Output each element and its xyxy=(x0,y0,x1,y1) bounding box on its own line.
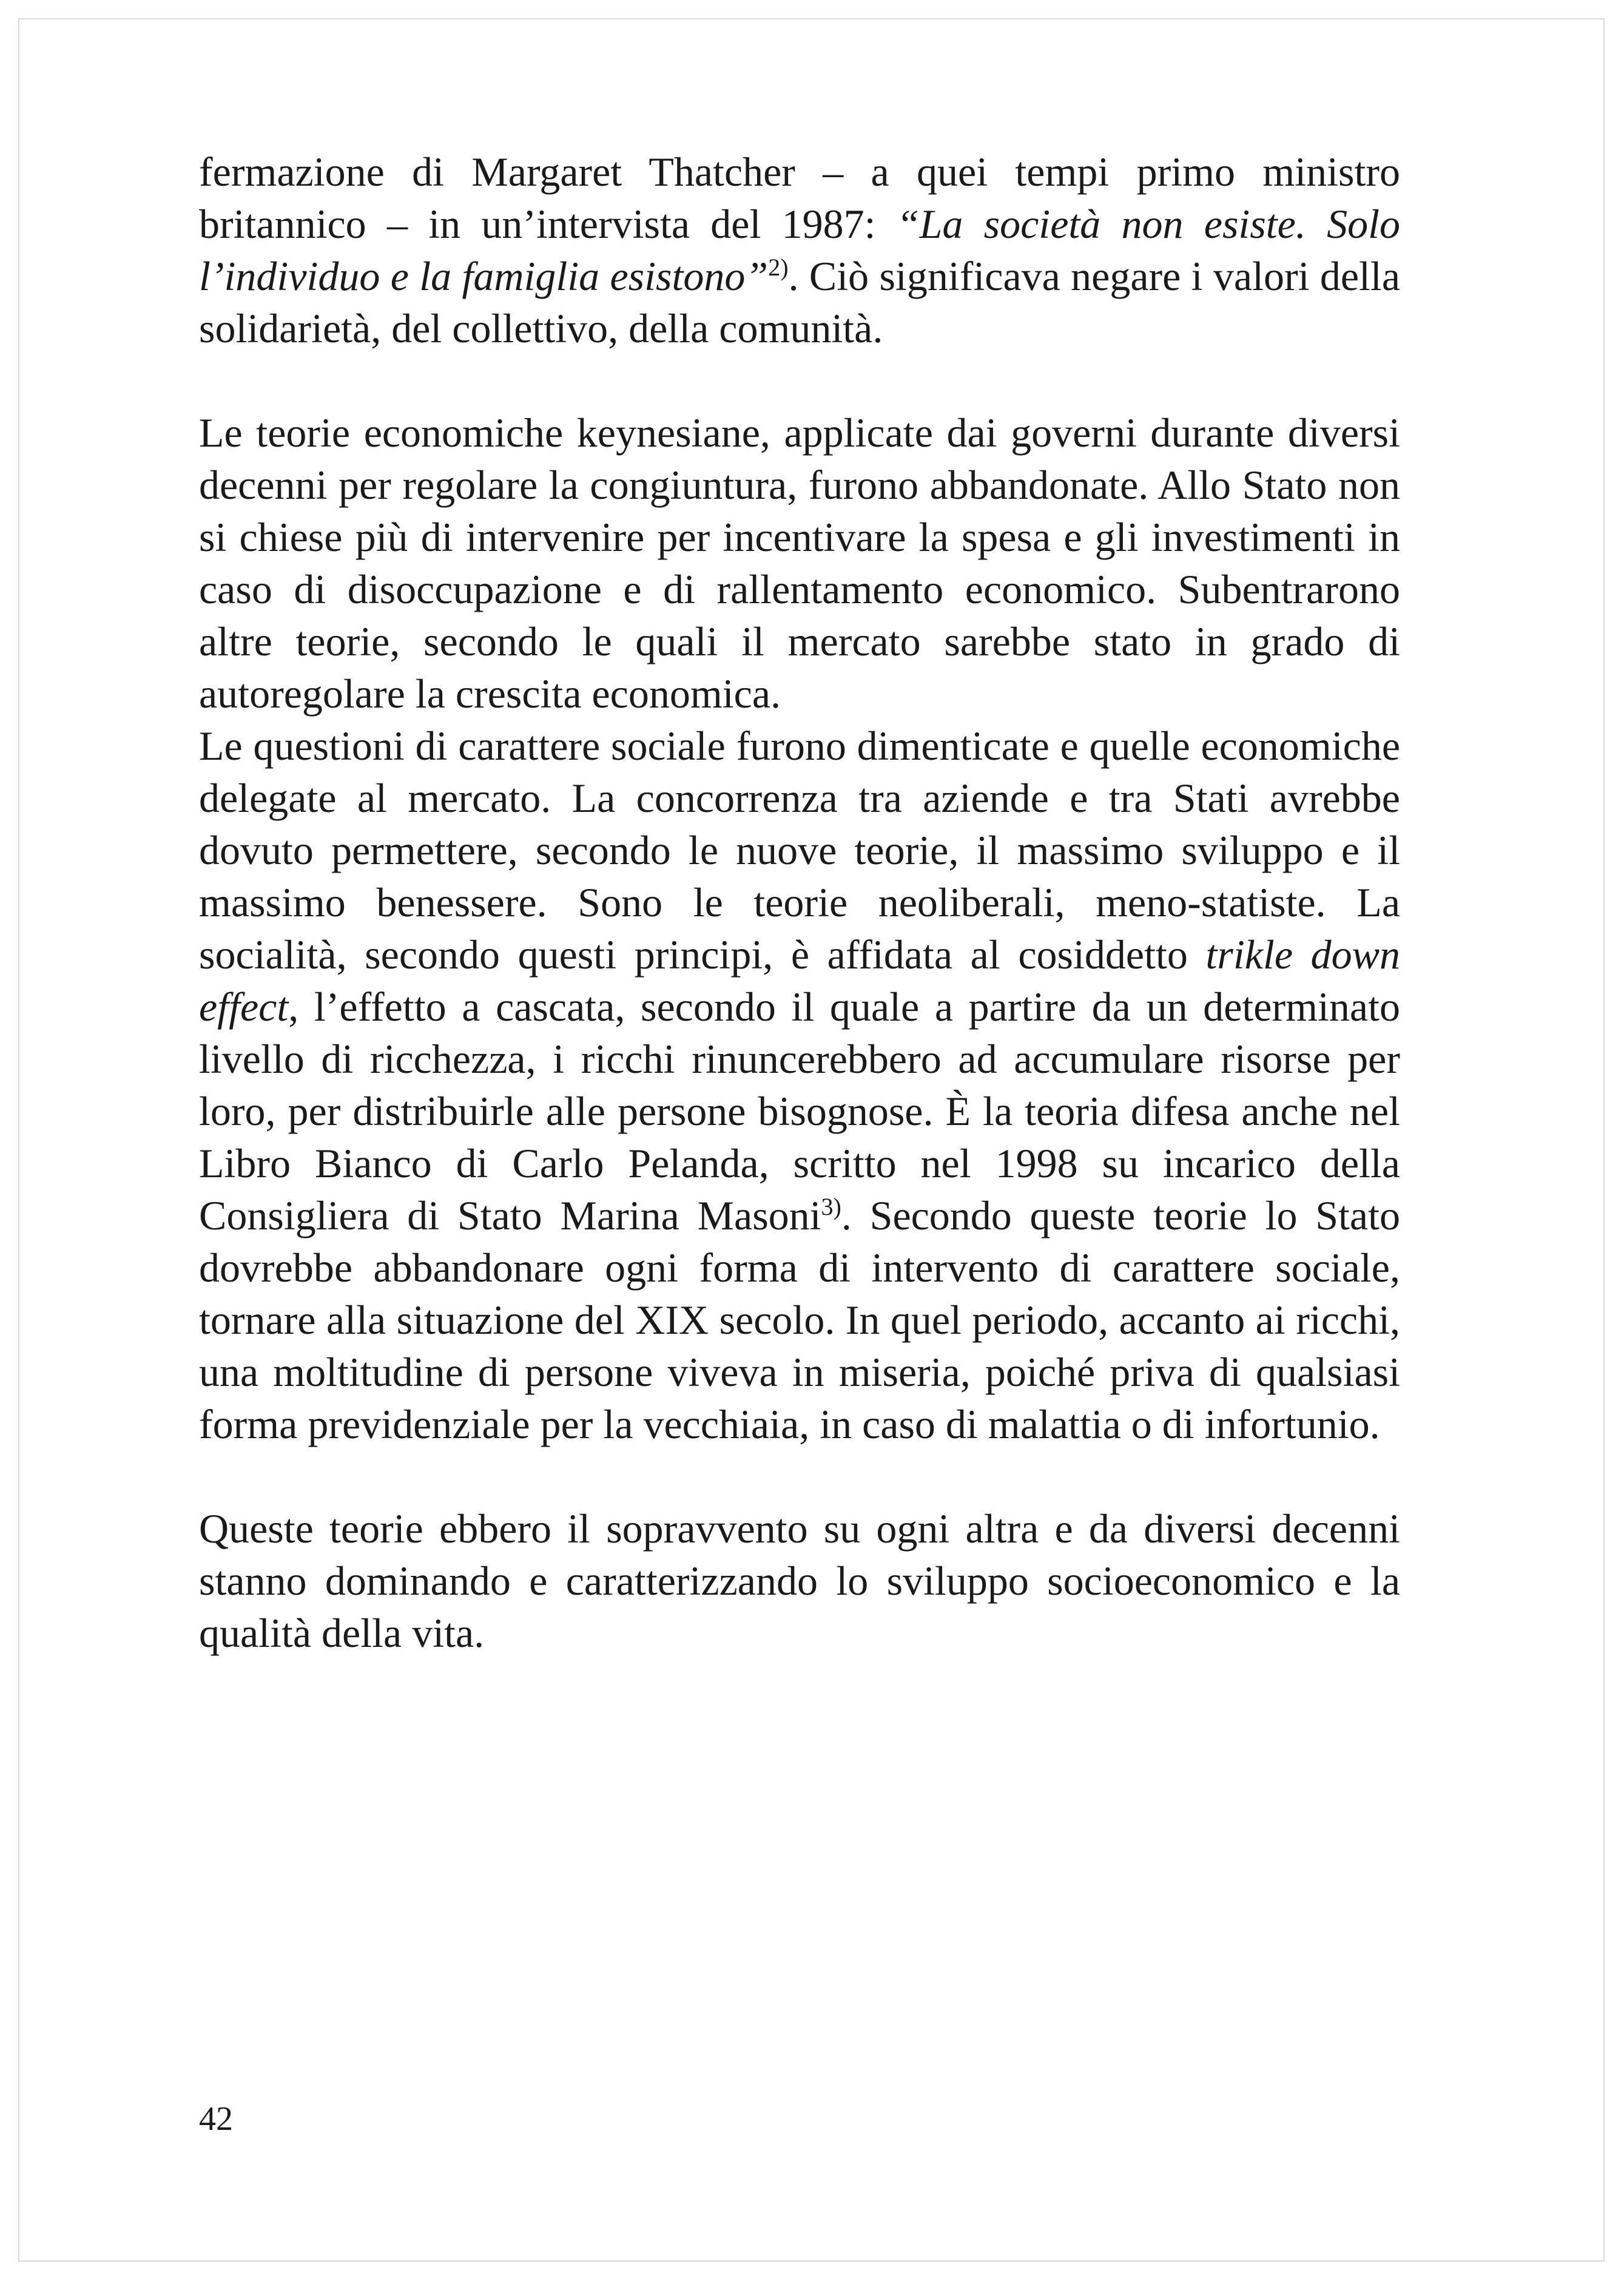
paragraph-3-text-end: . Secondo queste teorie lo Stato dovrebbe abbandonare ogni forma di intervento di carattere sociale, tornare alla situazione del XIX secolo. In quel periodo, accanto ai ricchi, una moltitudine di persone viveva in miseria, poiché priva di qualsiasi forma previdenziale per la vecchiaia, in caso di malattia o di infortunio. xyxy=(199,1192,1400,1447)
trickle-down-term: trikle down effect xyxy=(199,931,1401,1030)
footnote-ref-3: 3) xyxy=(821,1193,841,1220)
footnote-ref-2: 2) xyxy=(768,254,789,281)
page-number: 42 xyxy=(199,2100,233,2138)
body-text xyxy=(199,146,1400,1659)
paragraph-2: Le teorie economiche keynesiane, applicate dai governi durante diversi decenni per regolare la congiuntura, furono abbandonate. Allo Stato non si chiese più di intervenire per incentivare la spesa e gli investimenti in caso di disoccupazione e di rallentamento economico. Subentrarono altre teorie, secondo le quali il mercato sarebbe stato in grado di autoregolare la crescita economica. xyxy=(199,410,1400,717)
paragraph-gap xyxy=(199,1450,1400,1502)
paragraph-3-text: Le questioni di carattere sociale furono dimenticate e quelle economiche delegate al mercato. La concorrenza tra aziende e tra Stati avrebbe dovuto permettere, secondo le nuove teorie, il massimo sviluppo e il massimo benessere. Sono le teorie neoliberali, meno-statiste. La socialità, secondo questi principi, è affidata al cosiddetto xyxy=(199,723,1400,978)
paragraph-4: Queste teorie ebbero il sopravvento su ogni altra e da diversi decenni stanno dominando e caratterizzando lo sviluppo socioeconomico e la qualità della vita. xyxy=(199,1505,1400,1656)
book-page xyxy=(18,18,1605,2262)
thatcher-quote: “La società non esiste. Solo l’individuo e la famiglia esistono” xyxy=(199,201,1400,299)
paragraph-1-text-end: . Ciò significava negare i valori della solidarietà, del collettivo, della comunità. xyxy=(199,253,1401,351)
paragraph-1 xyxy=(199,146,1400,354)
paragraph-3 xyxy=(199,720,1400,1450)
paragraph-3-text-mid: , l’effetto a cascata, secondo il quale a partire da un determinato livello di ricchezza, i ricchi rinuncerebbero ad accumulare risorse per loro, per distribuirle alle persone bisognose. È la teoria difesa anche nel Libro Bianco di Carlo Pelanda, scritto nel 1998 su incarico della Consigliera di Stato Marina Masoni xyxy=(199,984,1400,1238)
paragraph-1-text: fermazione di Margaret Thatcher – a quei tempi primo ministro britannico – in un’intervista del 1987: xyxy=(199,149,1400,247)
paragraph-gap xyxy=(199,354,1400,407)
